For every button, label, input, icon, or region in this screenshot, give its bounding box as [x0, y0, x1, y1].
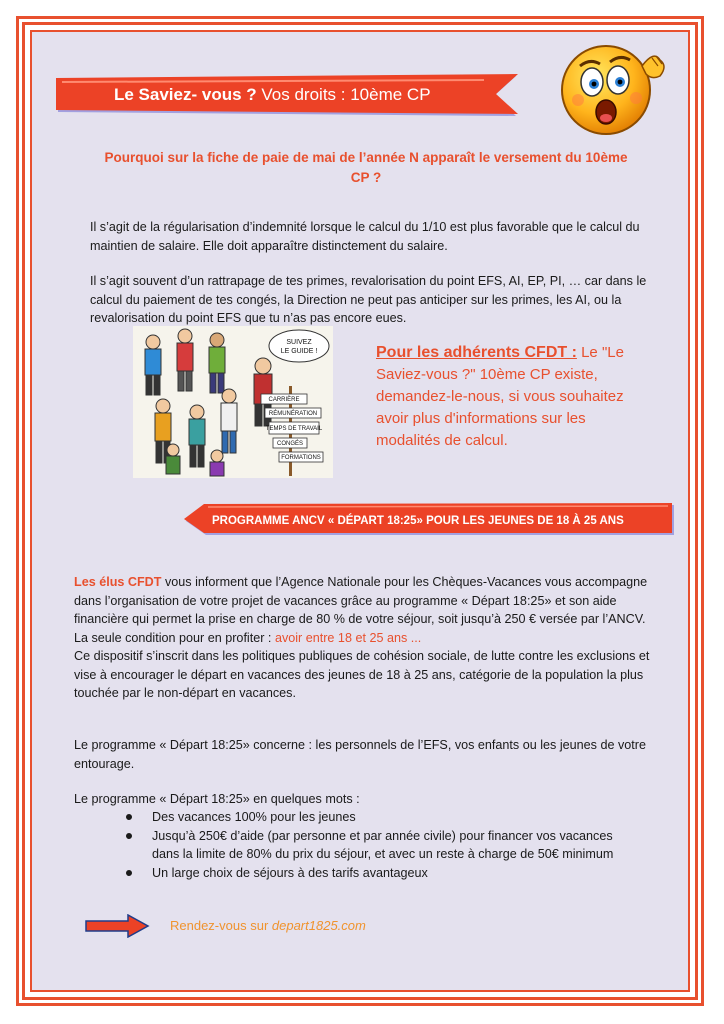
title-banner-text — [114, 82, 431, 108]
sign-conges: CONGÉS — [276, 441, 304, 447]
condition-value: avoir entre 18 et 25 ans ... — [274, 630, 422, 645]
question-heading: Pourquoi sur la fiche de paie de mai de l’année N apparaît le versement du 10ème CP ? — [104, 150, 628, 185]
paragraph-1: Il s’agit de la régularisation d’indemnité lorsque le calcul du 1/10 est plus favorable que le calcul du maintien de salaire. Elle doit apparaître distinctement du salaire. — [90, 220, 640, 253]
paragraph-2: Il s’agit souvent d’un rattrapage de tes primes, revalorisation du point EFS, AI, EP, PI, … car dans le calcul du paiement de tes congés, la Direction ne peut pas anticiper sur les primes, les AI, ou la revalorisation du point EFS que tu n’as pas encore eues. — [90, 274, 647, 325]
dispositif-text: Ce dispositif s’inscrit dans les politiques publiques de cohésion sociale, de lutte contre les exclusions et vise à encourager le départ en vacances des jeunes de 18 à 25 ans, catégorie de la population la plus touchée par le non-départ en vacances. — [74, 649, 650, 700]
depart1825-link[interactable]: depart1825.com — [271, 918, 366, 933]
adherents-heading: Pour les adhérents CFDT : — [376, 344, 577, 361]
sign-carriere: CARRIÈRE — [268, 397, 300, 403]
adherents-note — [376, 342, 638, 452]
speech-bubble-line1: SUIVEZ — [286, 339, 312, 346]
title-rest: Vos droits : 10ème CP — [256, 85, 431, 104]
surprised-smiley-icon — [556, 36, 672, 140]
cta-line — [170, 918, 366, 933]
list-item: Jusqu’à 250€ d’aide (par personne et par année civile) pour financer vos vacances dans la limite de 80% du prix du séjour, et avec un reste à charge de 50€ minimum — [122, 827, 632, 864]
right-arrow-icon — [84, 914, 150, 938]
elus-cfdt-lead: Les élus CFDT — [74, 575, 162, 589]
cta-prefix: Rendez-vous sur — [170, 918, 272, 933]
title-bold: Le Saviez- vous ? — [114, 85, 257, 104]
sign-temps: TEMPS DE TRAVAIL — [265, 426, 323, 432]
adherents-text: Le "Le Saviez-vous ?" 10ème CP existe, demandez-le-nous, si vous souhaitez avoir plus d'informations sur les modalités de calcul. — [376, 344, 624, 449]
ancv-intro-text: vous informent que l’Agence Nationale pour les Chèques-Vacances vous accompagne dans l’organisation de votre projet de vacances grâce au programme « Départ 18:25» et son aide financière qui permet la prise en charge de 80 % de votre séjour, soit jusqu’à 250 € versée par l’ANCV. — [74, 575, 648, 626]
list-item: Un large choix de séjours à des tarifs avantageux — [122, 864, 632, 883]
people-guide-illustration — [133, 326, 333, 478]
list-item: Des vacances 100% pour les jeunes — [122, 808, 632, 827]
mots-paragraph: Le programme « Départ 18:25» en quelques mots : — [74, 792, 360, 806]
condition-label: La seule condition pour en profiter : — [74, 630, 275, 645]
concerne-paragraph: Le programme « Départ 18:25» concerne : les personnels de l’EFS, vos enfants ou les jeunes de votre entourage. — [74, 738, 646, 771]
sign-formations: FORMATIONS — [281, 455, 321, 461]
program-bullet-list — [122, 808, 632, 882]
sign-remuneration: RÉMUNÉRATION — [268, 411, 318, 417]
ancv-banner-text: PROGRAMME ANCV « DÉPART 18:25» POUR LES JEUNES DE 18 À 25 ANS — [212, 515, 624, 527]
speech-bubble-line2: LE GUIDE ! — [280, 348, 318, 355]
ancv-intro-block — [74, 573, 654, 703]
